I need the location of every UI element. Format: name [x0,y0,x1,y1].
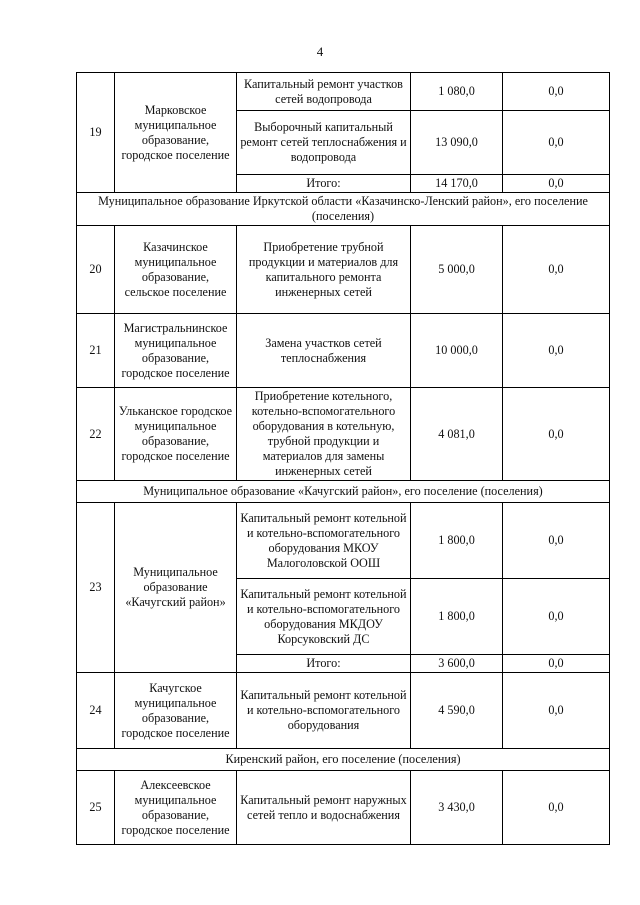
section-row [77,481,610,503]
other-amount-cell: 0,0 [503,111,610,175]
total-amount: 3 600,0 [411,655,503,673]
section-row [77,749,610,771]
other-amount-cell: 0,0 [503,503,610,579]
total-other-amount: 0,0 [503,175,610,193]
work-description: Выборочный капитальный ремонт сетей теплоснабжения и водопровода [237,111,411,175]
municipality-name: Ульканское городское муниципальное образование, городское поселение [115,388,237,481]
municipality-name: Магистральнинское муниципальное образование, городское поселение [115,314,237,388]
table-row [77,771,610,845]
amount-cell: 3 430,0 [411,771,503,845]
municipality-name: Алексеевское муниципальное образование, городское поселение [115,771,237,845]
section-heading: Муниципальное образование «Качугский район», его поселение (поселения) [77,481,610,503]
table-row [77,503,610,579]
amount-cell: 1 080,0 [411,73,503,111]
section-row [77,193,610,226]
total-amount: 14 170,0 [411,175,503,193]
other-amount-cell: 0,0 [503,579,610,655]
section-heading: Киренский район, его поселение (поселения) [77,749,610,771]
work-description: Капитальный ремонт котельной и котельно-вспомогательного оборудования МКОУ Малоголовской ООШ [237,503,411,579]
work-description: Замена участков сетей теплоснабжения [237,314,411,388]
work-description: Капитальный ремонт наружных сетей тепло и водоснабжения [237,771,411,845]
row-number: 24 [77,673,115,749]
total-label: Итого: [237,175,411,193]
row-number: 21 [77,314,115,388]
work-description: Капитальный ремонт котельной и котельно-вспомогательного оборудования МКДОУ Корсуковский ДС [237,579,411,655]
row-number: 20 [77,226,115,314]
table-row [77,73,610,111]
row-number: 22 [77,388,115,481]
row-number: 25 [77,771,115,845]
table-row [77,314,610,388]
subsidy-table [76,72,610,845]
row-number: 19 [77,73,115,193]
amount-cell: 13 090,0 [411,111,503,175]
municipality-name: Качугское муниципальное образование, городское поселение [115,673,237,749]
other-amount-cell: 0,0 [503,388,610,481]
page-number: 4 [316,44,324,59]
amount-cell: 4 590,0 [411,673,503,749]
other-amount-cell: 0,0 [503,226,610,314]
amount-cell: 5 000,0 [411,226,503,314]
total-label: Итого: [237,655,411,673]
table-row [77,673,610,749]
other-amount-cell: 0,0 [503,73,610,111]
total-other-amount: 0,0 [503,655,610,673]
amount-cell: 10 000,0 [411,314,503,388]
work-description: Приобретение трубной продукции и материалов для капитального ремонта инженерных сетей [237,226,411,314]
other-amount-cell: 0,0 [503,771,610,845]
table-row [77,388,610,481]
table-row [77,226,610,314]
amount-cell: 4 081,0 [411,388,503,481]
municipality-name: Казачинское муниципальное образование, сельское поселение [115,226,237,314]
other-amount-cell: 0,0 [503,314,610,388]
municipality-name: Марковское муниципальное образование, городское поселение [115,73,237,193]
section-heading: Муниципальное образование Иркутской области «Казачинско-Ленский район», его поселение (поселения) [77,193,610,226]
row-number: 23 [77,503,115,673]
amount-cell: 1 800,0 [411,503,503,579]
amount-cell: 1 800,0 [411,579,503,655]
work-description: Капитальный ремонт котельной и котельно-вспомогательного оборудования [237,673,411,749]
work-description: Приобретение котельного, котельно-вспомогательного оборудования в котельную, трубной продукции и материалов для замены инженерных сетей [237,388,411,481]
work-description: Капитальный ремонт участков сетей водопровода [237,73,411,111]
municipality-name: Муниципальное образование «Качугский район» [115,503,237,673]
other-amount-cell: 0,0 [503,673,610,749]
